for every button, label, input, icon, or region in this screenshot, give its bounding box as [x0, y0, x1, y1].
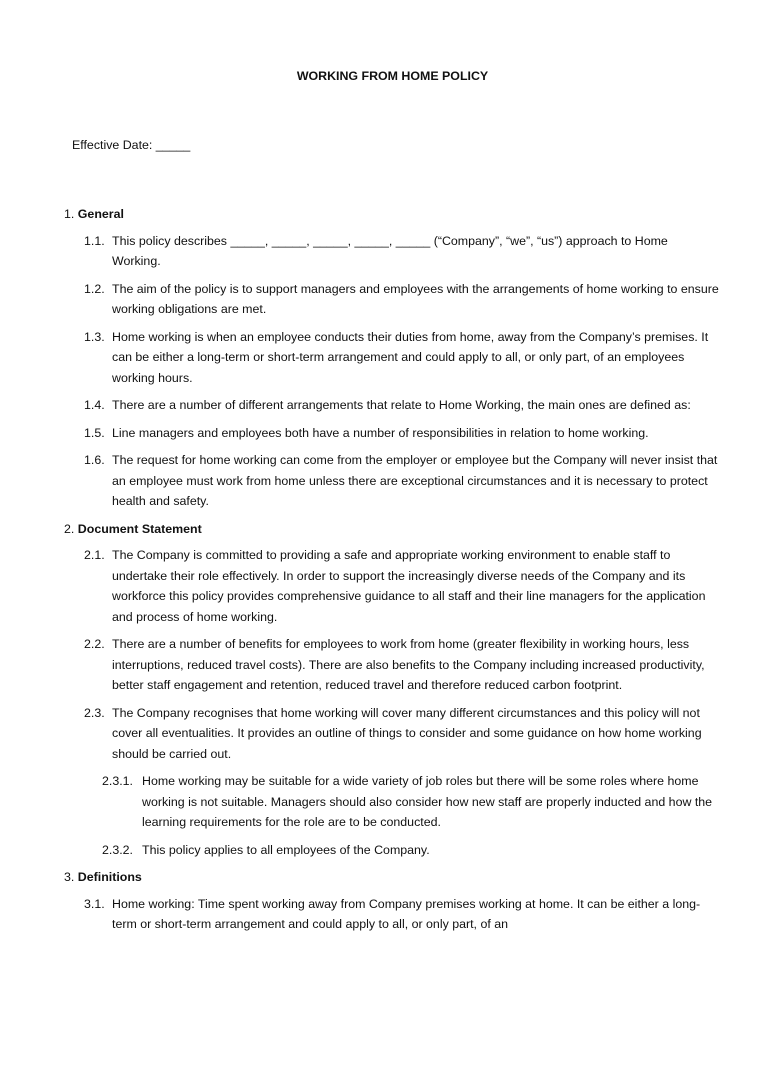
section-definitions	[64, 867, 719, 935]
section-heading: 2. Document Statement	[64, 521, 202, 536]
list-item: 1.4. There are a number of different arrangements that relate to Home Working, the main ones are defined as:	[84, 398, 691, 412]
effective-date: Effective Date: _____	[72, 138, 191, 152]
list-item: 1.6. The request for home working can come from the employer or employee but the Company will never insist that an employee must work from home unless there are exceptional circumstances and it is necessary to protect health and safety.	[84, 453, 718, 508]
section-heading: 3. Definitions	[64, 870, 142, 884]
list-item: 2.2. There are a number of benefits for employees to work from home (greater flexibility in working hours, less interruptions, reduced travel costs). There are also benefits to the Company including increased productivity, better staff engagement and retention, reduced travel and therefore reduced carbon footprint.	[84, 637, 705, 692]
list-item: 3.1. Home working: Time spent working away from Company premises working at home. It can be either a long-term or short-term arrangement and could apply to all, or only part, of an	[84, 896, 701, 931]
sub-list-item: 2.3.1. Home working may be suitable for a wide variety of job roles but there will be some roles where home working is not suitable. Managers should also consider how new staff are properly inducted and how the learning requirements for the role are to be conducted.	[102, 774, 713, 829]
document-title: WORKING FROM HOME POLICY	[296, 69, 489, 83]
list-item: 2.3. The Company recognises that home working will cover many different circumstances and this policy will not cover all eventualities. It provides an outline of things to consider and some guidance on how home working should be carried out.	[84, 705, 702, 761]
list-item: 1.2. The aim of the policy is to support managers and employees with the arrangements of home working to ensure working obligations are met.	[84, 281, 719, 316]
list-item: 2.1. The Company is committed to providing a safe and appropriate working environment to enable staff to undertake their role effectively. In order to support the increasingly diverse needs of the Company and its workforce this policy provides comprehensive guidance to all staff and their line managers for the application and process of home working.	[84, 548, 706, 624]
section-document-statement	[64, 519, 719, 861]
sub-list-item: 2.3.2. This policy applies to all employees of the Company.	[102, 842, 430, 857]
section-heading: 1. General	[64, 207, 124, 221]
list-item: 1.1. This policy describes _____, _____, _____, _____, _____ (“Company”, “we”, “us”) approach to Home Working.	[84, 233, 668, 268]
section-general	[64, 204, 719, 512]
list-item: 1.5. Line managers and employees both have a number of responsibilities in relation to home working.	[84, 425, 649, 440]
list-item: 1.3. Home working is when an employee conducts their duties from home, away from the Company’s premises. It can be either a long-term or short-term arrangement and could apply to all, or only part, of an employees working hours.	[84, 329, 709, 385]
document-body	[64, 204, 719, 942]
